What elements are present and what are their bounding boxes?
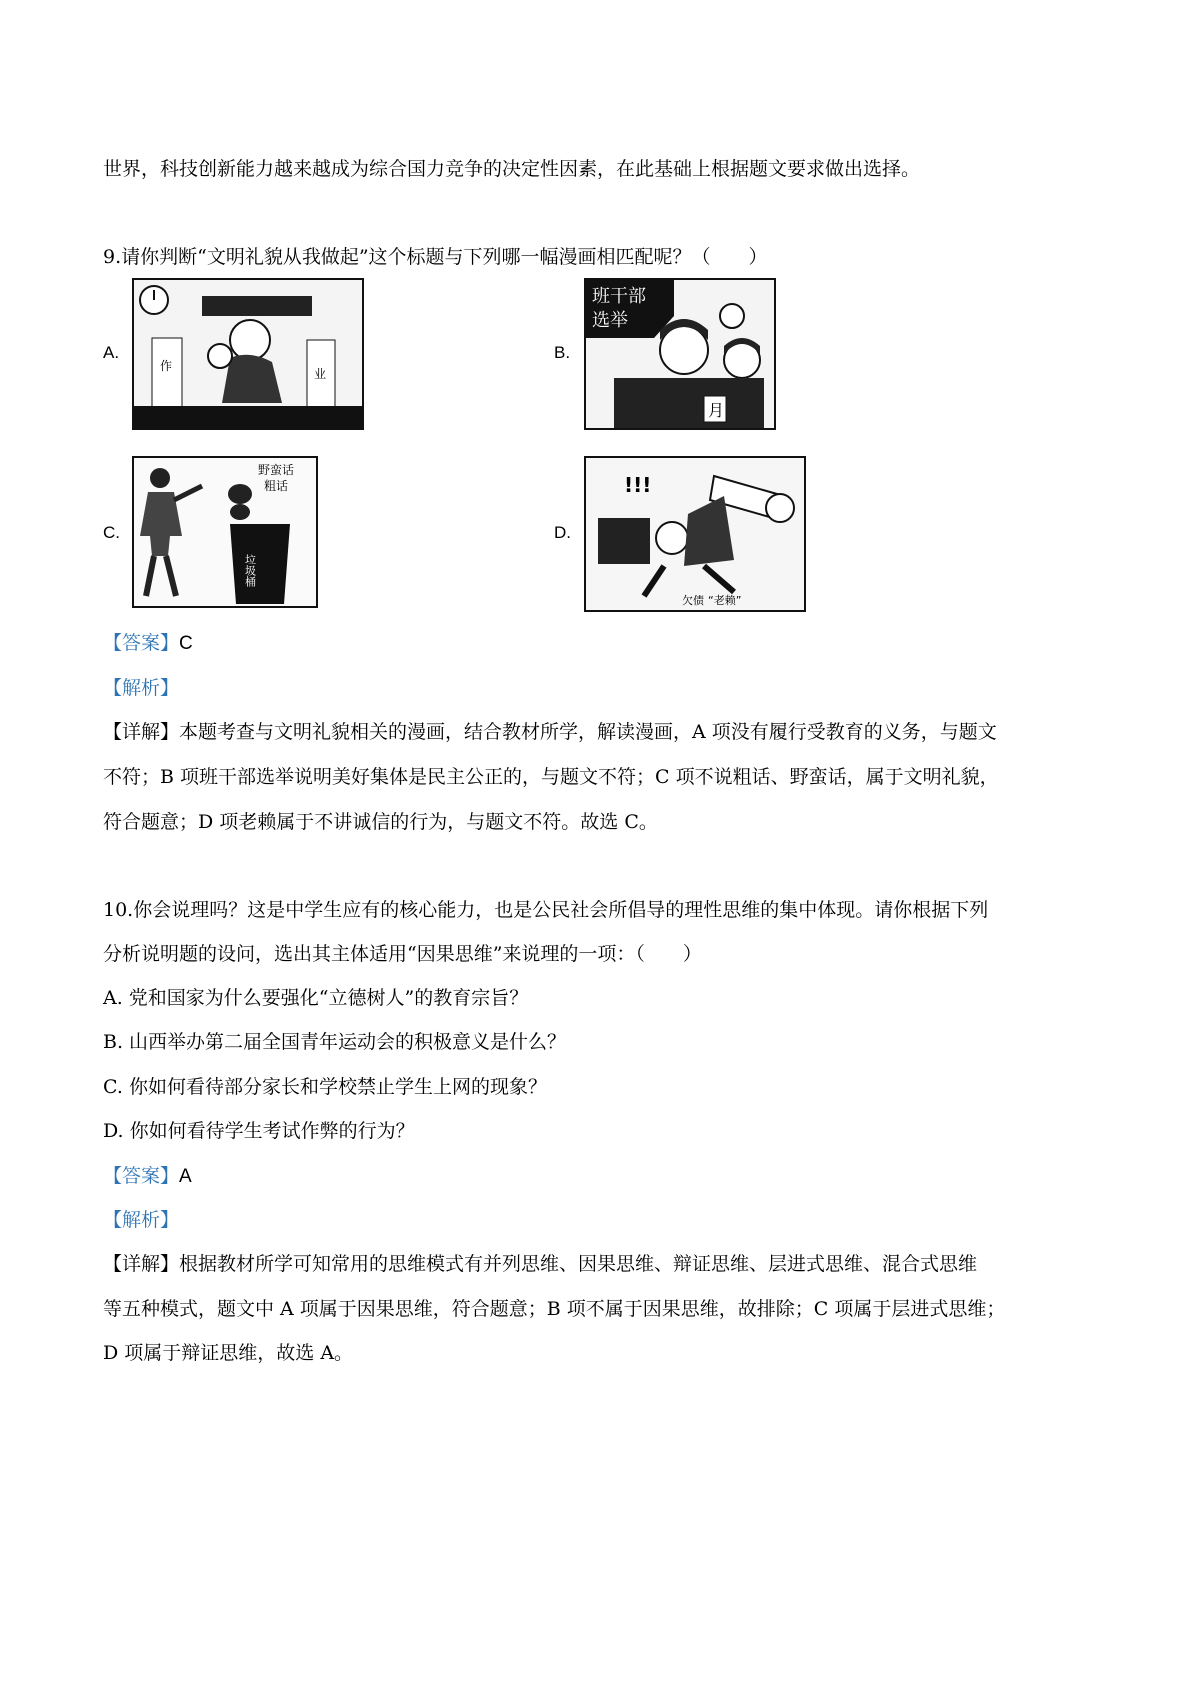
q9-a-text-zuo: 作 (160, 359, 173, 373)
q9-option-c-label: C. (103, 523, 120, 542)
q9-answer-value: C (179, 633, 193, 654)
q10-option-b: B. 山西举办第二届全国青年运动会的积极意义是什么？ (103, 1031, 567, 1053)
q9-option-c-cartoon (132, 456, 318, 608)
q9-detail-line-1 (103, 720, 997, 744)
q9-a-text-ye: 业 (314, 367, 327, 381)
q10-stem-line-2: 分析说明题的设问，选出其主体适用“因果思维”来说理的一项：（ ） (103, 943, 702, 965)
q9-option-a-label: A. (103, 343, 120, 362)
q10-answer (103, 1164, 192, 1189)
q9-detail-line-3: 符合题意；D 项老赖属于不讲诚信的行为，与题文不符。故选 C。 (103, 811, 658, 833)
q10-answer-value: A (179, 1166, 192, 1187)
intro-text: 世界，科技创新能力越来越成为综合国力竞争的决定性因素，在此基础上根据题文要求做出选择。 (103, 158, 921, 180)
q9-analysis-tag: 【解析】 (103, 677, 180, 699)
q9-detail-text-1: 本题考查与文明礼貌相关的漫画，结合教材所学，解读漫画，A 项没有履行受教育的义务，与题文 (179, 721, 997, 743)
q9-d-text-3: “老赖” (708, 594, 742, 607)
q9-option-d-cartoon (584, 456, 806, 612)
q9-b-text-3: 月 (708, 401, 725, 420)
q9-b-text-2: 选举 (592, 310, 628, 331)
q9-b-text-1: 班干部 (592, 286, 646, 307)
q9-detail-line-2: 不符；B 项班干部选举说明美好集体是民主公正的，与题文不符；C 项不说粗话、野蛮话，属于文明礼貌， (103, 766, 999, 788)
q10-analysis-tag: 【解析】 (103, 1209, 180, 1231)
q9-option-a-cartoon (132, 278, 364, 430)
q10-stem-line-1: 10.你会说理吗？这是中学生应有的核心能力，也是公民社会所倡导的理性思维的集中体现。请你根据下列 (103, 899, 989, 921)
q10-detail-line-2: 等五种模式，题文中 A 项属于因果思维，符合题意；B 项不属于因果思维，故排除；C 项属于层进式思维； (103, 1298, 1006, 1320)
q10-answer-tag: 【答案】 (103, 1165, 180, 1187)
q9-option-d-label: D. (554, 523, 571, 542)
q9-answer-tag: 【答案】 (103, 632, 180, 654)
q9-detail-tag: 【详解】 (103, 721, 180, 743)
q9-d-text-2: 欠债 (682, 594, 704, 607)
q10-detail-line-3: D 项属于辩证思维，故选 A。 (103, 1342, 354, 1364)
q10-detail-tag: 【详解】 (103, 1253, 180, 1275)
q9-d-text-1: !!! (624, 473, 652, 497)
q10-detail-text-1: 根据教材所学可知常用的思维模式有并列思维、因果思维、辩证思维、层进式思维、混合式思维 (179, 1253, 978, 1275)
q9-stem: 9.请你判断“文明礼貌从我做起”这个标题与下列哪一幅漫画相匹配呢？（ ） (103, 246, 768, 268)
q10-detail-line-1 (103, 1252, 977, 1276)
q10-option-d: D. 你如何看待学生考试作弊的行为？ (103, 1120, 415, 1142)
q10-option-a: A. 党和国家为什么要强化“立德树人”的教育宗旨？ (103, 987, 529, 1009)
q9-answer (103, 631, 193, 656)
q9-option-b-cartoon (584, 278, 776, 430)
q9-option-b-label: B. (554, 343, 571, 362)
q9-c-text-3: 垃圾桶 (243, 554, 257, 587)
q9-c-text-1: 野蛮话 (258, 463, 295, 477)
q10-option-c: C. 你如何看待部分家长和学校禁止学生上网的现象？ (103, 1076, 547, 1098)
q9-c-text-2: 粗话 (264, 479, 289, 493)
